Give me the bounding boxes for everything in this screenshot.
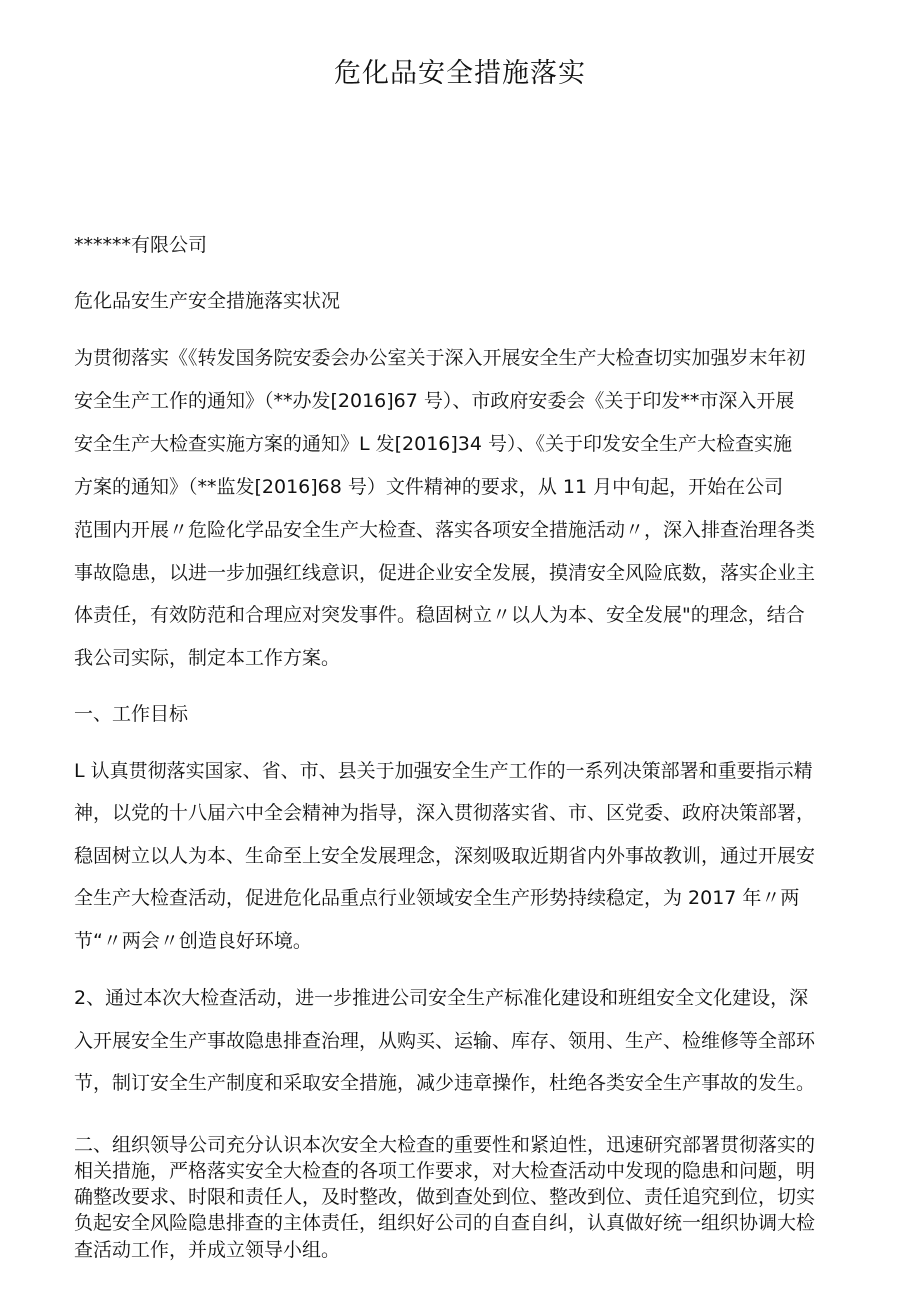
company-name: ******有限公司 (74, 234, 208, 256)
paragraph-line: 体责任，有效防范和合理应对突发事件。稳固树立〃以人为本、安全发展"的理念，结合 (74, 604, 805, 626)
paragraph-line: 为贯彻落实《《转发国务院安委会办公室关于深入开展安全生产大检查切实加强岁末年初 (74, 347, 806, 369)
paragraph-line: 2、通过本次大检查活动，进一步推进公司安全生产标准化建设和班组安全文化建设，深 (74, 987, 809, 1009)
paragraph-line: 节，制订安全生产制度和采取安全措施，减少违章操作，杜绝各类安全生产事故的发生。 (74, 1072, 816, 1094)
paragraph-line: 稳固树立以人为本、生命至上安全发展理念，深刻吸取近期省内外事故教训，通过开展安 (74, 845, 816, 867)
paragraph-line: 安全生产大检查实施方案的通知》L 发[2016]34 号）、《关于印发安全生产大检查实施 (74, 433, 793, 455)
paragraph-line: 安全生产工作的通知》（**办发[2016]67 号）、市政府安委会《关于印发**市深入开展 (74, 390, 795, 412)
paragraph-line: 二、组织领导公司充分认识本次安全大检查的重要性和紧迫性，迅速研究部署贯彻落实的 (74, 1134, 816, 1156)
paragraph-line: 入开展安全生产事故隐患排查治理，从购买、运输、库存、领用、生产、检维修等全部环 (74, 1030, 816, 1052)
paragraph-line: 方案的通知》（**监发[2016]68 号）文件精神的要求，从 11 月中旬起，开始在公司 (74, 476, 784, 498)
paragraph-line: 神，以党的十八届六中全会精神为指导，深入贯彻落实省、市、区党委、政府决策部署， (74, 802, 816, 824)
paragraph-line: 负起安全风险隐患排查的主体责任，组织好公司的自查自纠，认真做好统一组织协调大检 (74, 1212, 816, 1234)
paragraph-line: 全生产大检查活动，促进危化品重点行业领域安全生产形势持续稳定，为 2017 年〃两 (74, 887, 800, 909)
paragraph-line: 范围内开展〃危险化学品安全生产大检查、落实各项安全措施活动〃，深入排查治理各类 (74, 519, 816, 541)
document-title: 危化品安全措施落实 (334, 58, 586, 89)
paragraph-line: 相关措施，严格落实安全大检查的各项工作要求，对大检查活动中发现的隐患和问题，明 (74, 1160, 816, 1182)
paragraph-line: L 认真贯彻落实国家、省、市、县关于加强安全生产工作的一系列决策部署和重要指示精 (74, 760, 813, 782)
paragraph-line: 查活动工作，并成立领导小组。 (74, 1239, 341, 1261)
document-subtitle: 危化品安生产安全措施落实状况 (74, 290, 341, 312)
paragraph-line: 事故隐患，以进一步加强红线意识，促进企业安全发展，摸清安全风险底数，落实企业主 (74, 562, 816, 584)
paragraph-line: 我公司实际，制定本工作方案。 (74, 647, 341, 669)
paragraph-line: 确整改要求、时限和责任人，及时整改，做到查处到位、整改到位、责任追究到位，切实 (74, 1186, 816, 1208)
paragraph-line: 节“〃两会〃创造良好环境。 (74, 930, 312, 952)
section-heading-work-goals: 一、工作目标 (74, 703, 189, 725)
